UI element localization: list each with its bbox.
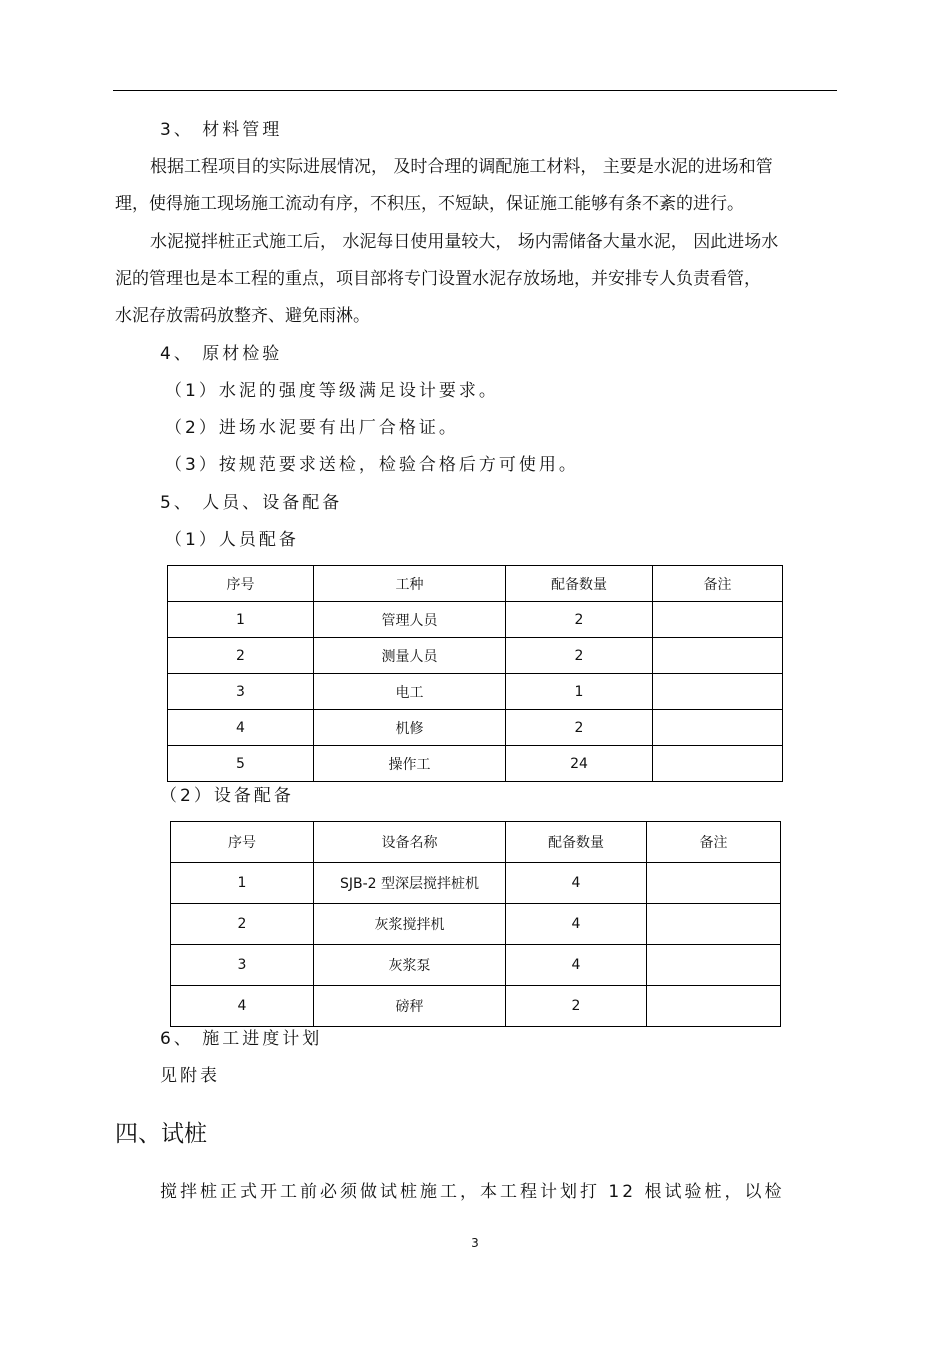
section-4-item-2: （2）进场水泥要有出厂合格证。 (165, 418, 459, 438)
table-row (168, 638, 783, 674)
table-cell: 操作工 (314, 746, 506, 782)
equipment-table-header-row (171, 822, 781, 863)
table-cell (647, 863, 781, 904)
table-cell: SJB-2 型深层搅拌桩机 (314, 863, 506, 904)
table-cell: 电工 (314, 674, 506, 710)
chapter-4-paragraph: 搅拌桩正式开工前必须做试桩施工，本工程计划打 12 根试验桩，以检 (160, 1182, 785, 1202)
table-cell (647, 945, 781, 986)
table-cell (653, 746, 783, 782)
table-cell: 3 (171, 945, 314, 986)
table-cell: 管理人员 (314, 602, 506, 638)
table-row (168, 746, 783, 782)
section-3-title: 3、 材料管理 (160, 120, 283, 140)
table-cell: 1 (506, 674, 653, 710)
section-4-item-3: （3）按规范要求送检，检验合格后方可使用。 (165, 455, 579, 475)
table-cell: 4 (506, 904, 647, 945)
table-cell (647, 904, 781, 945)
staff-header-cell: 配备数量 (506, 566, 653, 602)
staff-header-cell: 序号 (168, 566, 314, 602)
equipment-header-cell: 设备名称 (314, 822, 506, 863)
section-4-item-1: （1）水泥的强度等级满足设计要求。 (165, 381, 499, 401)
table-cell: 磅秤 (314, 986, 506, 1027)
table-row (171, 945, 781, 986)
section-3-paragraph-1-line-2: 理，使得施工现场施工流动有序，不积压，不短缺，保证施工能够有条不紊的进行。 (115, 194, 744, 214)
table-cell: 4 (506, 945, 647, 986)
section-3-paragraph-2-line-1: 水泥搅拌桩正式施工后， 水泥每日使用量较大， 场内需储备大量水泥， 因此进场水 (150, 232, 779, 252)
section-6-title: 6、 施工进度计划 (160, 1029, 323, 1049)
table-cell: 2 (168, 638, 314, 674)
table-cell: 4 (506, 863, 647, 904)
table-cell: 灰浆泵 (314, 945, 506, 986)
table-cell (653, 674, 783, 710)
table-cell: 5 (168, 746, 314, 782)
section-6-text: 见附表 (160, 1066, 220, 1086)
table-cell: 2 (506, 602, 653, 638)
section-3-paragraph-1-line-1: 根据工程项目的实际进展情况， 及时合理的调配施工材料， 主要是水泥的进场和管 (150, 157, 773, 177)
page-number: 3 (471, 1236, 479, 1250)
staff-table-header-row (168, 566, 783, 602)
staff-table (167, 565, 783, 782)
table-row (168, 674, 783, 710)
table-cell (653, 602, 783, 638)
table-cell: 24 (506, 746, 653, 782)
table-cell (647, 986, 781, 1027)
section-5-staff-subtitle: （1）人员配备 (165, 530, 299, 550)
table-cell: 4 (171, 986, 314, 1027)
section-3-paragraph-2-line-2: 泥的管理也是本工程的重点，项目部将专门设置水泥存放场地，并安排专人负责看管， (115, 269, 761, 289)
chapter-4-heading: 四、试桩 (115, 1121, 207, 1147)
staff-header-cell: 备注 (653, 566, 783, 602)
table-cell: 4 (168, 710, 314, 746)
table-cell: 1 (168, 602, 314, 638)
table-cell: 1 (171, 863, 314, 904)
equipment-table (170, 821, 781, 1027)
header-rule (113, 90, 837, 91)
table-row (171, 986, 781, 1027)
table-row (168, 602, 783, 638)
section-5-equipment-subtitle: （2）设备配备 (160, 786, 294, 806)
table-cell: 灰浆搅拌机 (314, 904, 506, 945)
table-cell: 测量人员 (314, 638, 506, 674)
equipment-header-cell: 序号 (171, 822, 314, 863)
table-row (171, 904, 781, 945)
table-cell: 3 (168, 674, 314, 710)
table-row (171, 863, 781, 904)
table-cell: 2 (506, 638, 653, 674)
equipment-header-cell: 备注 (647, 822, 781, 863)
section-4-title: 4、 原材检验 (160, 344, 283, 364)
table-cell: 2 (171, 904, 314, 945)
table-cell (653, 710, 783, 746)
section-5-title: 5、 人员、设备配备 (160, 493, 343, 513)
staff-header-cell: 工种 (314, 566, 506, 602)
equipment-header-cell: 配备数量 (506, 822, 647, 863)
table-cell: 2 (506, 986, 647, 1027)
table-row (168, 710, 783, 746)
table-cell (653, 638, 783, 674)
table-cell: 机修 (314, 710, 506, 746)
section-3-paragraph-2-line-3: 水泥存放需码放整齐、避免雨淋。 (115, 306, 370, 326)
table-cell: 2 (506, 710, 653, 746)
